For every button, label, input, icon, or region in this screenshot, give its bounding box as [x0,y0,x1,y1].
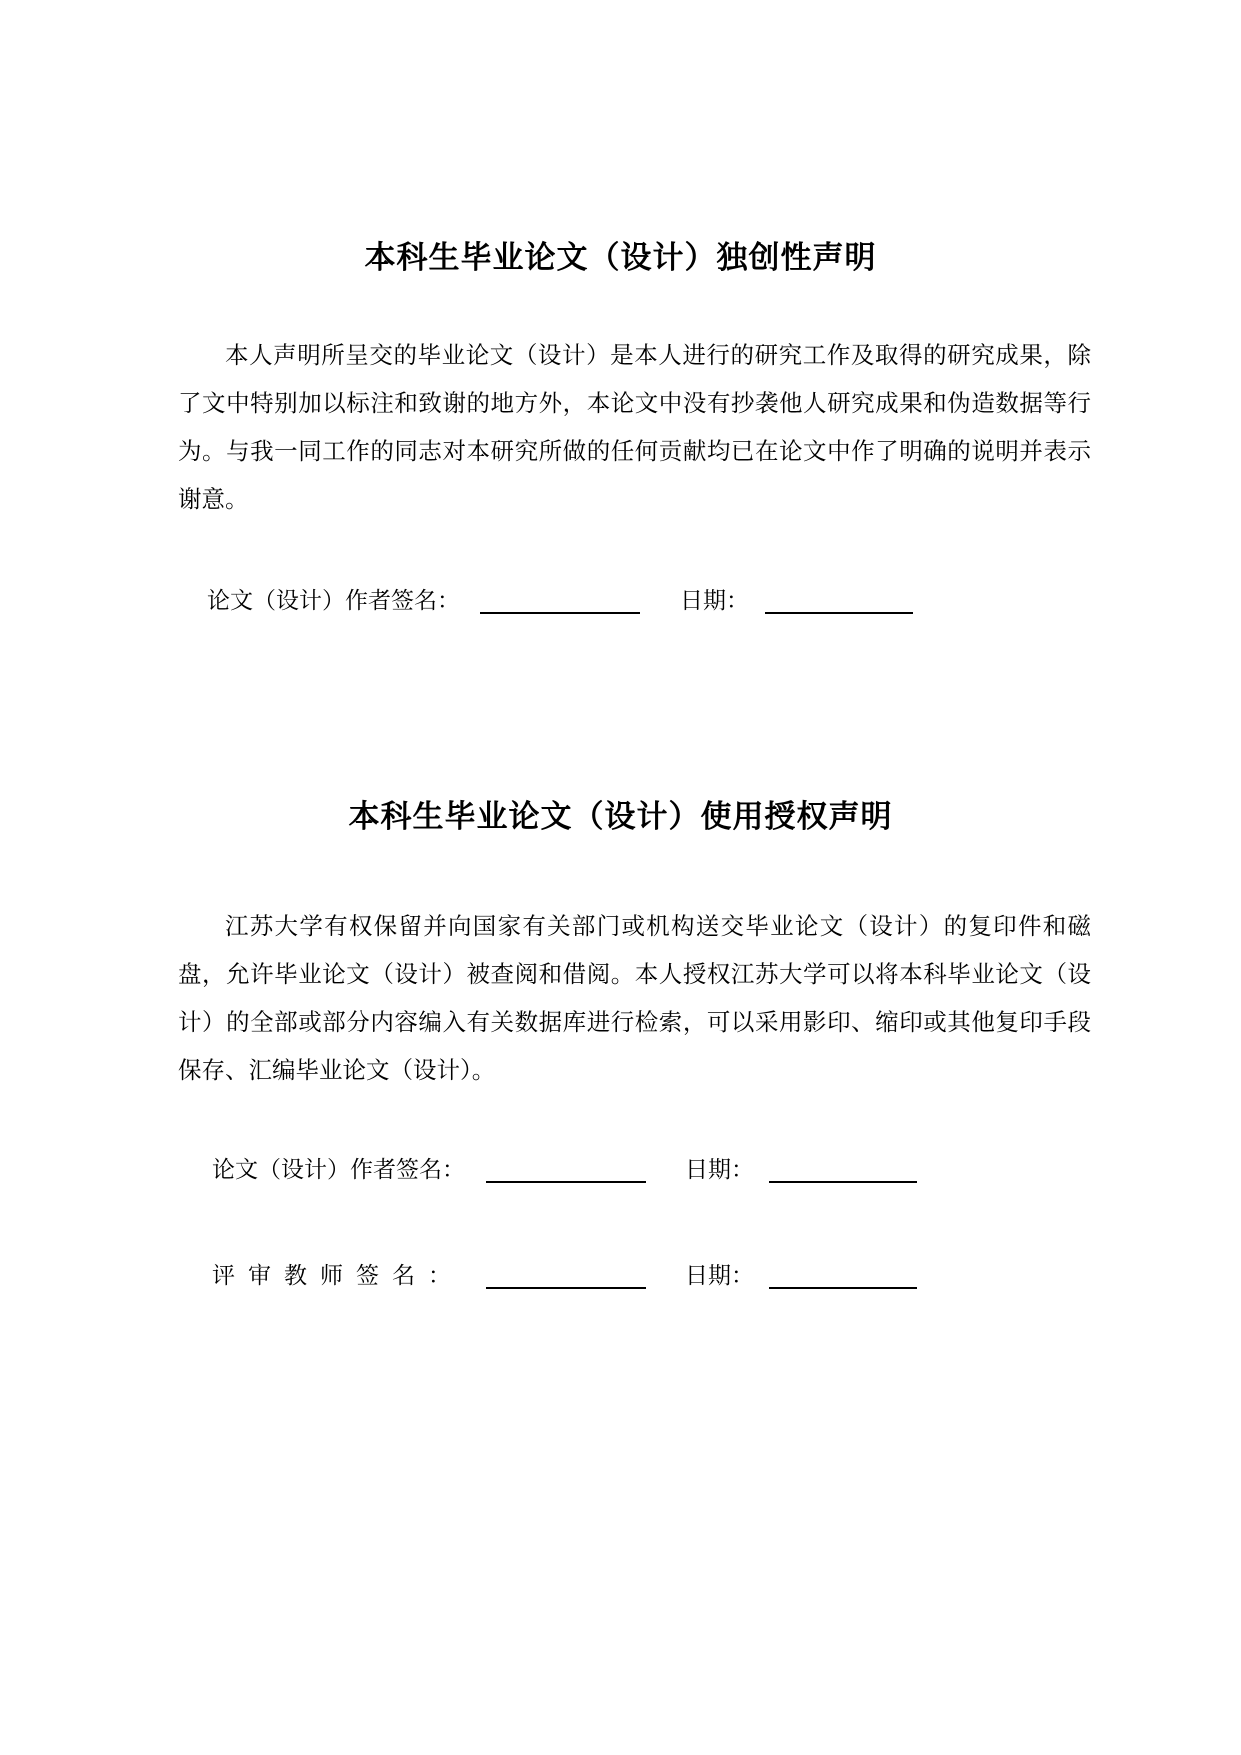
date-label: 日期： [685,1263,754,1289]
originality-title: 本科生毕业论文（设计）独创性声明 [364,240,877,276]
originality-body: 本人声明所呈交的毕业论文（设计）是本人进行的研究工作及取得的研究成果，除了文中特别加以标注和致谢的地方外，本论文中没有抄袭他人研究成果和伪造数据等行为。与我一同工作的同志对本研究所做的任何贡献均已在论文中作了明确的说明并表示谢意。 [178,341,1091,513]
date-line[interactable] [769,1181,917,1183]
authorization-title: 本科生毕业论文（设计）使用授权声明 [348,799,893,835]
reviewer-signature-label: 评审教师签名： [212,1263,464,1289]
date-line[interactable] [769,1287,917,1289]
reviewer-signature-line[interactable] [486,1287,646,1289]
author-signature-line[interactable] [486,1181,646,1183]
author-signature-label: 论文（设计）作者签名： [212,1157,465,1183]
date-label: 日期： [680,588,749,614]
authorization-author-signature-row [0,1150,1241,1190]
author-signature-line[interactable] [480,612,640,614]
author-signature-label: 论文（设计）作者签名： [207,588,460,614]
date-label: 日期： [685,1157,754,1183]
authorization-reviewer-signature-row [0,1256,1241,1296]
date-line[interactable] [765,612,913,614]
originality-signature-row [0,581,1241,621]
authorization-body: 江苏大学有权保留并向国家有关部门或机构送交毕业论文（设计）的复印件和磁盘，允许毕业论文（设计）被查阅和借阅。本人授权江苏大学可以将本科毕业论文（设计）的全部或部分内容编入有关数据库进行检索，可以采用影印、缩印或其他复印手段保存、汇编毕业论文（设计）。 [178,912,1091,1084]
